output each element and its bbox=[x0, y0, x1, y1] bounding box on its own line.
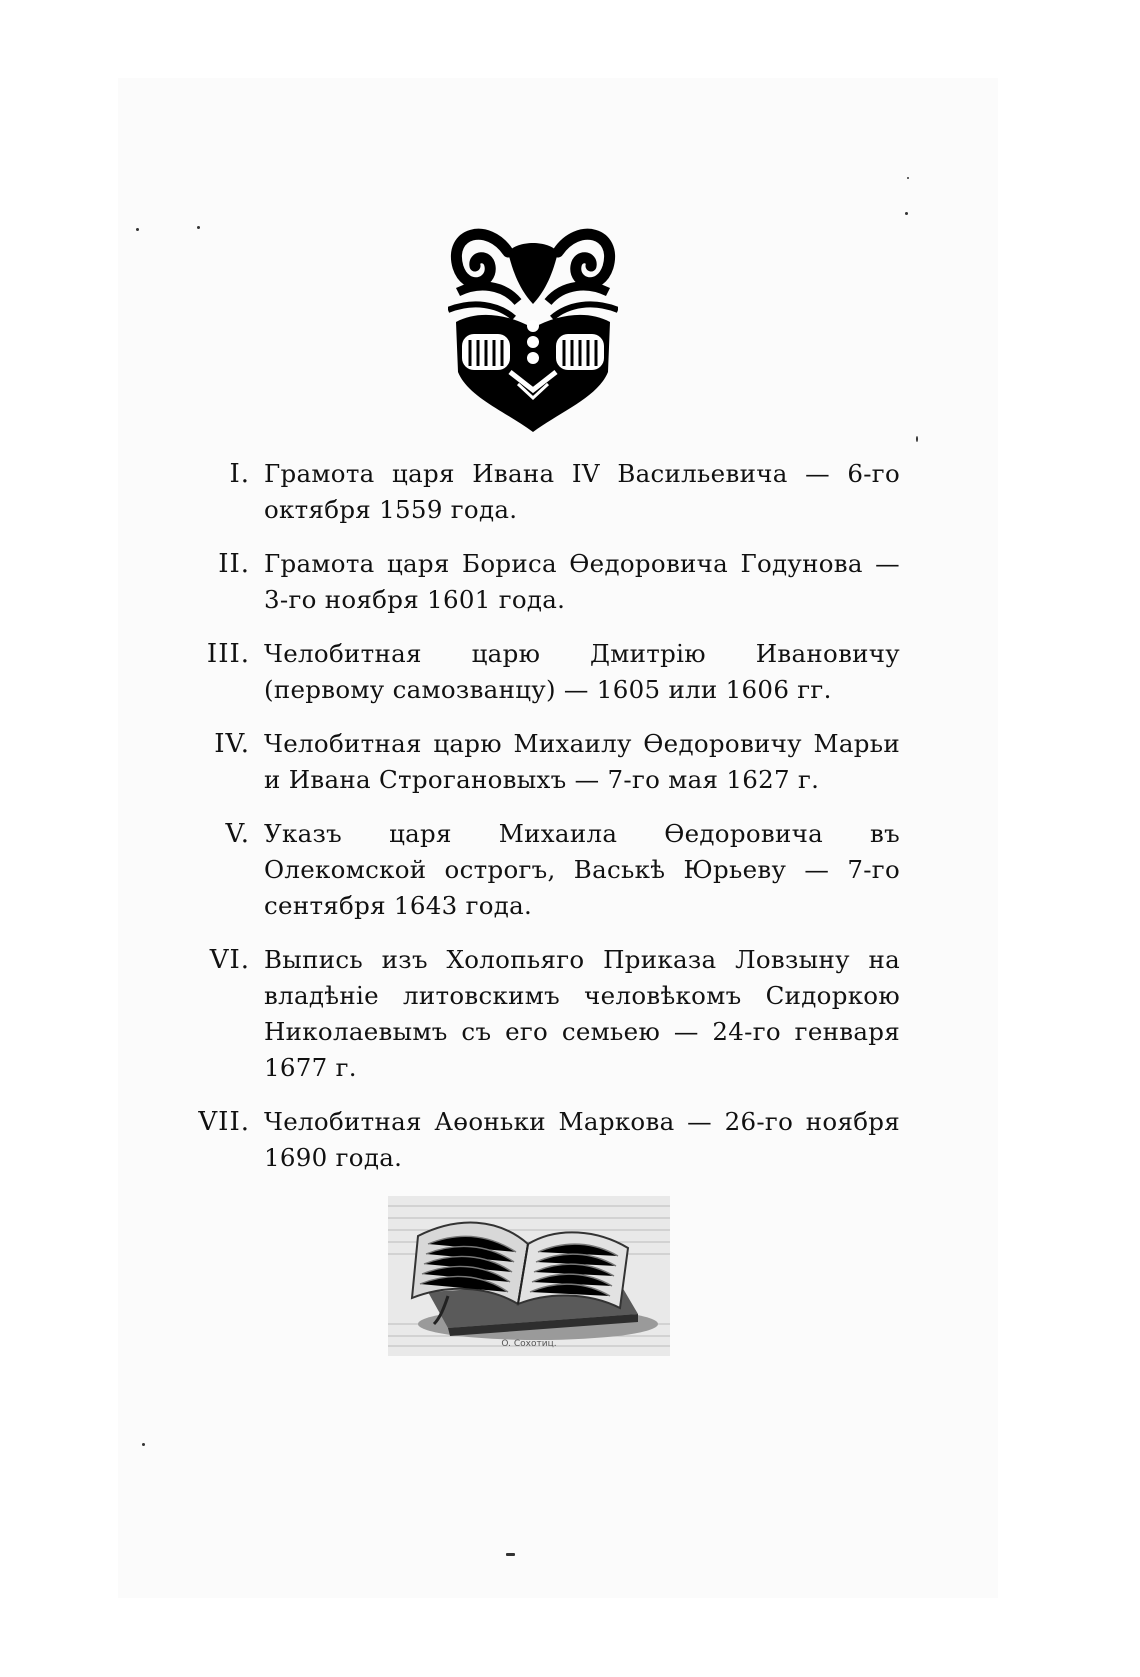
toc-item bbox=[188, 546, 900, 618]
scan-speck bbox=[506, 1553, 515, 1556]
scan-speck bbox=[197, 226, 200, 229]
toc-numeral: V. bbox=[225, 819, 250, 849]
toc-numeral: VII. bbox=[198, 1107, 250, 1137]
scan-speck bbox=[905, 212, 908, 215]
toc-numeral: III. bbox=[206, 639, 250, 669]
toc-item bbox=[188, 1104, 900, 1176]
open-book-vignette-icon bbox=[388, 1196, 670, 1356]
vignette-signature: O. Сохотиц. bbox=[501, 1339, 557, 1349]
toc-numeral: I. bbox=[229, 459, 250, 489]
scan-speck bbox=[916, 436, 918, 442]
scan-speck bbox=[142, 1443, 145, 1446]
toc-entry-text: Грамота царя Ивана IV Васильевича — 6-го октября 1559 года. bbox=[264, 459, 900, 524]
ornament-headpiece-icon bbox=[448, 222, 618, 434]
toc-item bbox=[188, 636, 900, 708]
toc-item bbox=[188, 726, 900, 798]
table-of-contents bbox=[188, 456, 900, 1194]
toc-entry-text: Челобитная царю Михаилу Өедоровичу Марьи и Ивана Строгановыхъ — 7-го мая 1627 г. bbox=[264, 729, 900, 794]
toc-entry-text: Челобитная Аөоньки Маркова — 26-го ноября 1690 года. bbox=[264, 1107, 900, 1172]
toc-numeral: IV. bbox=[214, 729, 250, 759]
toc-entry-text: Указъ царя Михаила Өедоровича въ Олекомской острогъ, Васькѣ Юрьеву — 7-го сентября 1643 года. bbox=[264, 819, 900, 920]
toc-entry-text: Челобитная царю Дмитрію Ивановичу (первому самозванцу) — 1605 или 1606 гг. bbox=[264, 639, 900, 704]
toc-numeral: VI. bbox=[209, 945, 250, 975]
toc-entry-text: Выпись изъ Холопьяго Приказа Ловзыну на владѣніе литовскимъ человѣкомъ Сидоркою Николаевымъ съ его семьею — 24-го генваря 1677 г. bbox=[264, 945, 900, 1082]
toc-numeral: II. bbox=[218, 549, 250, 579]
scan-speck bbox=[136, 228, 139, 231]
toc-item bbox=[188, 456, 900, 528]
toc-item bbox=[188, 942, 900, 1086]
toc-item bbox=[188, 816, 900, 924]
scan-speck bbox=[907, 177, 909, 179]
toc-entry-text: Грамота царя Бориса Өедоровича Годунова — 3-го ноября 1601 года. bbox=[264, 549, 900, 614]
